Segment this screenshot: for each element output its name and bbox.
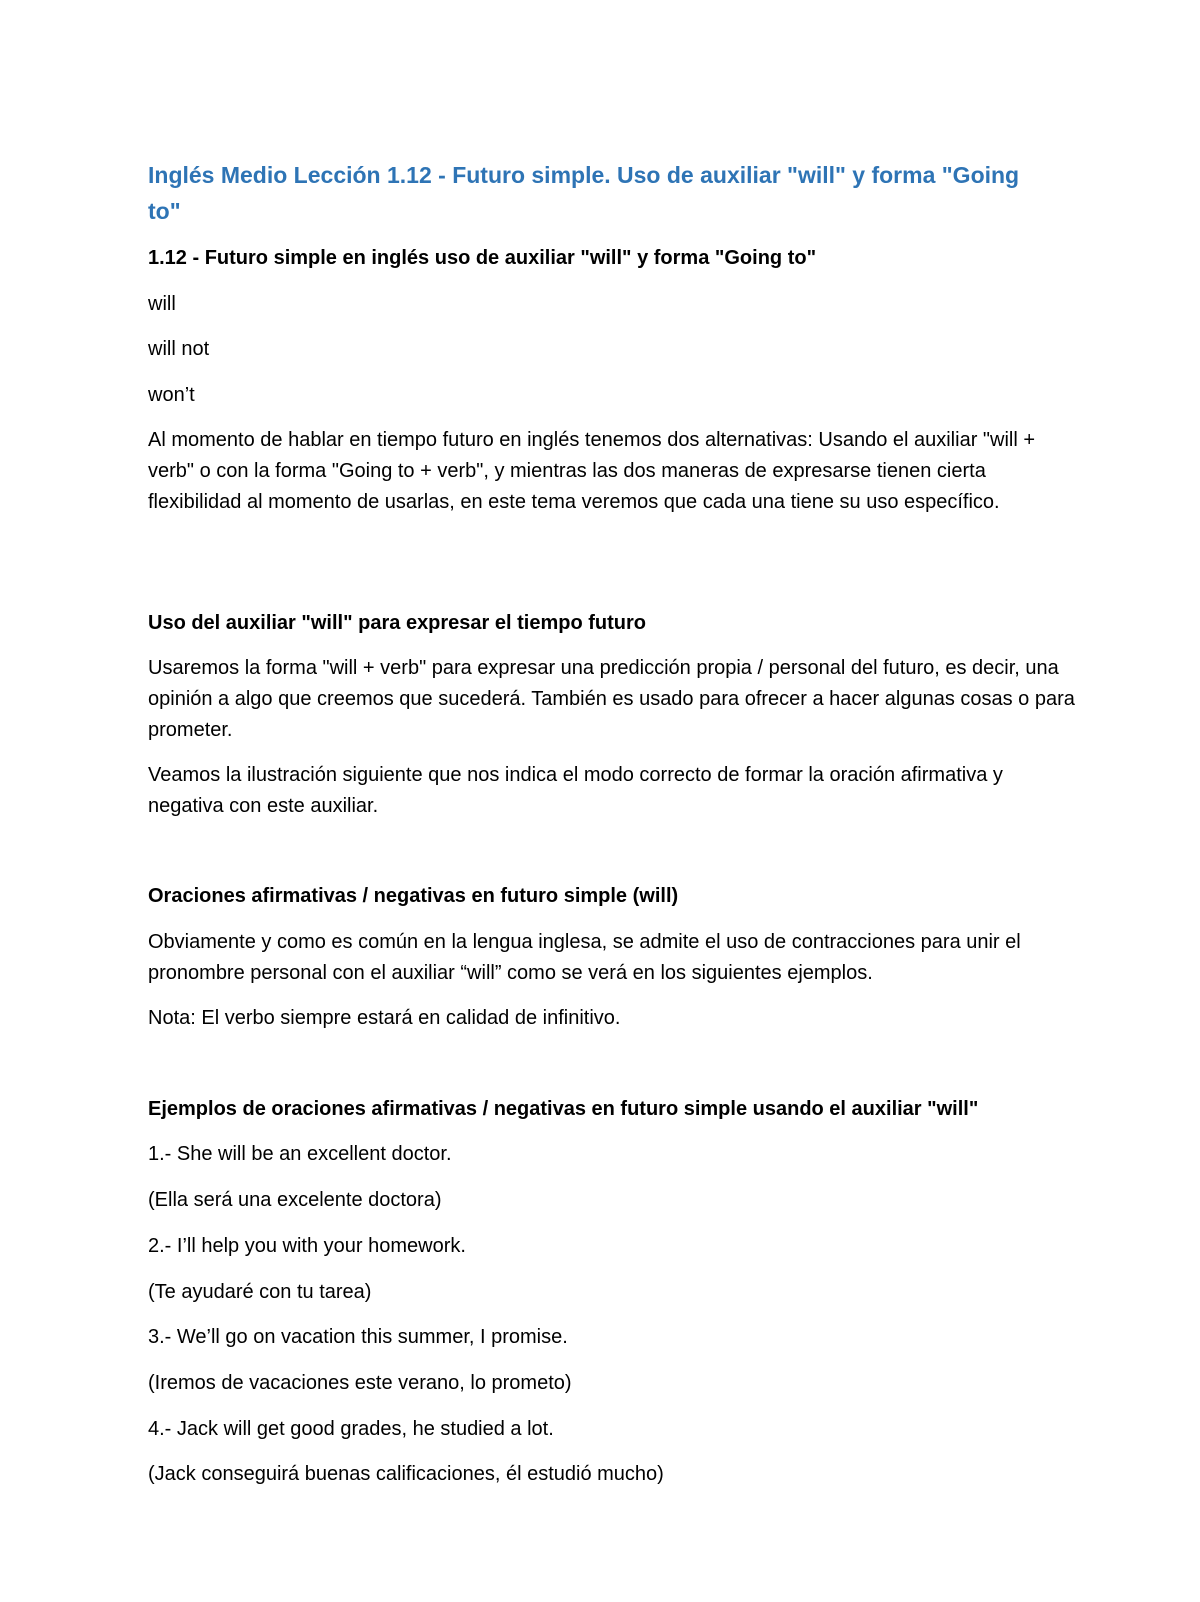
example-en-4: 4.- Jack will get good grades, he studied a lot.: [148, 1418, 554, 1440]
illustration-paragraph: Veamos la ilustración siguiente que nos indica el modo correcto de formar la oración afirmativa y negativa con este auxiliar.: [148, 764, 1003, 817]
example-en-1: 1.- She will be an excellent doctor.: [148, 1143, 452, 1165]
form-will: will: [148, 293, 176, 315]
will-usage-paragraph: Usaremos la forma "will + verb" para expresar una predicción propia / personal del futuro, es decir, una opinión a algo que creemos que sucederá. También es usado para ofrecer a hacer algunas cosas o para prometer.: [148, 657, 1075, 741]
example-es-4: (Jack conseguirá buenas calificaciones, él estudió mucho): [148, 1463, 664, 1485]
page-title: Inglés Medio Lección 1.12 - Futuro simple. Uso de auxiliar "will" y forma "Going to": [148, 162, 1020, 224]
example-es-3: (Iremos de vacaciones este verano, lo prometo): [148, 1372, 572, 1394]
section-heading-affirmative-negative: Oraciones afirmativas / negativas en futuro simple (will): [148, 885, 679, 907]
example-en-3: 3.- We’ll go on vacation this summer, I promise.: [148, 1326, 568, 1348]
intro-paragraph: Al momento de hablar en tiempo futuro en inglés tenemos dos alternativas: Usando el auxiliar "will + verb" o con la forma "Going to + verb", y mientras las dos maneras de expresarse tienen cierta flexibilidad al momento de usarlas, en este tema veremos que cada una tiene su uso específico.: [148, 429, 1036, 513]
lesson-subtitle: 1.12 - Futuro simple en inglés uso de auxiliar "will" y forma "Going to": [148, 247, 817, 269]
contractions-paragraph: Obviamente y como es común en la lengua inglesa, se admite el uso de contracciones para unir el pronombre personal con el auxiliar “will” como se verá en los siguientes ejemplos.: [148, 931, 1021, 984]
example-es-2: (Te ayudaré con tu tarea): [148, 1281, 372, 1303]
form-wont: won’t: [148, 384, 195, 406]
note-paragraph: Nota: El verbo siempre estará en calidad de infinitivo.: [148, 1007, 621, 1029]
form-will-not: will not: [148, 338, 210, 360]
section-heading-examples: Ejemplos de oraciones afirmativas / negativas en futuro simple usando el auxiliar "will": [148, 1098, 979, 1120]
example-es-1: (Ella será una excelente doctora): [148, 1189, 442, 1211]
example-en-2: 2.- I’ll help you with your homework.: [148, 1235, 466, 1257]
section-heading-will: Uso del auxiliar "will" para expresar el tiempo futuro: [148, 612, 646, 634]
